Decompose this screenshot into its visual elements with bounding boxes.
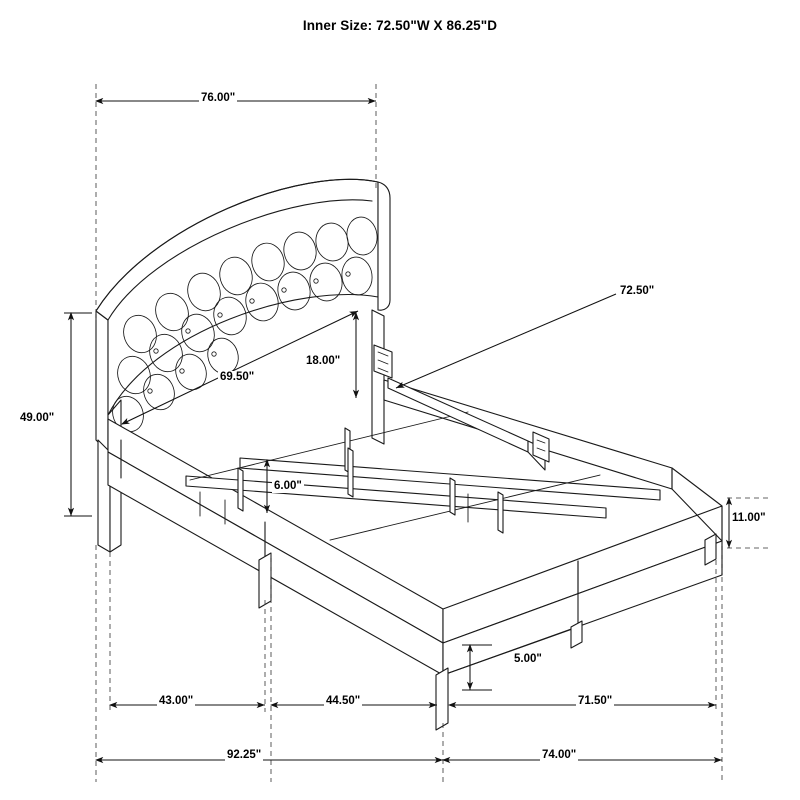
dim-label-rail-height: 11.00" xyxy=(732,512,766,524)
dim-label-slat-clearance: 6.00" xyxy=(274,480,302,492)
dim-label-headboard-to-rail: 18.00" xyxy=(306,355,341,367)
dim-label-footprint-right: 71.50" xyxy=(578,695,613,707)
dim-label-footprint-left: 43.00" xyxy=(159,695,194,707)
dim-label-side-depth-callout: 72.50" xyxy=(620,285,655,297)
extension-lines xyxy=(96,84,770,782)
dim-label-overall-depth-right: 74.00" xyxy=(542,749,577,761)
page-title: Inner Size: 72.50"W X 86.25"D xyxy=(302,18,498,33)
dim-label-footprint-mid: 44.50" xyxy=(326,695,361,707)
dim-label-overall-height: 49.00" xyxy=(20,412,55,424)
dim-label-leg-height: 5.00" xyxy=(514,653,542,665)
dim-label-headboard-inner-width: 69.50" xyxy=(220,371,255,383)
dim-label-width-top: 76.00" xyxy=(201,92,236,104)
dim-label-overall-depth-left: 92.25" xyxy=(227,749,262,761)
dimension-lines xyxy=(64,101,729,760)
bed-geometry xyxy=(96,179,722,730)
